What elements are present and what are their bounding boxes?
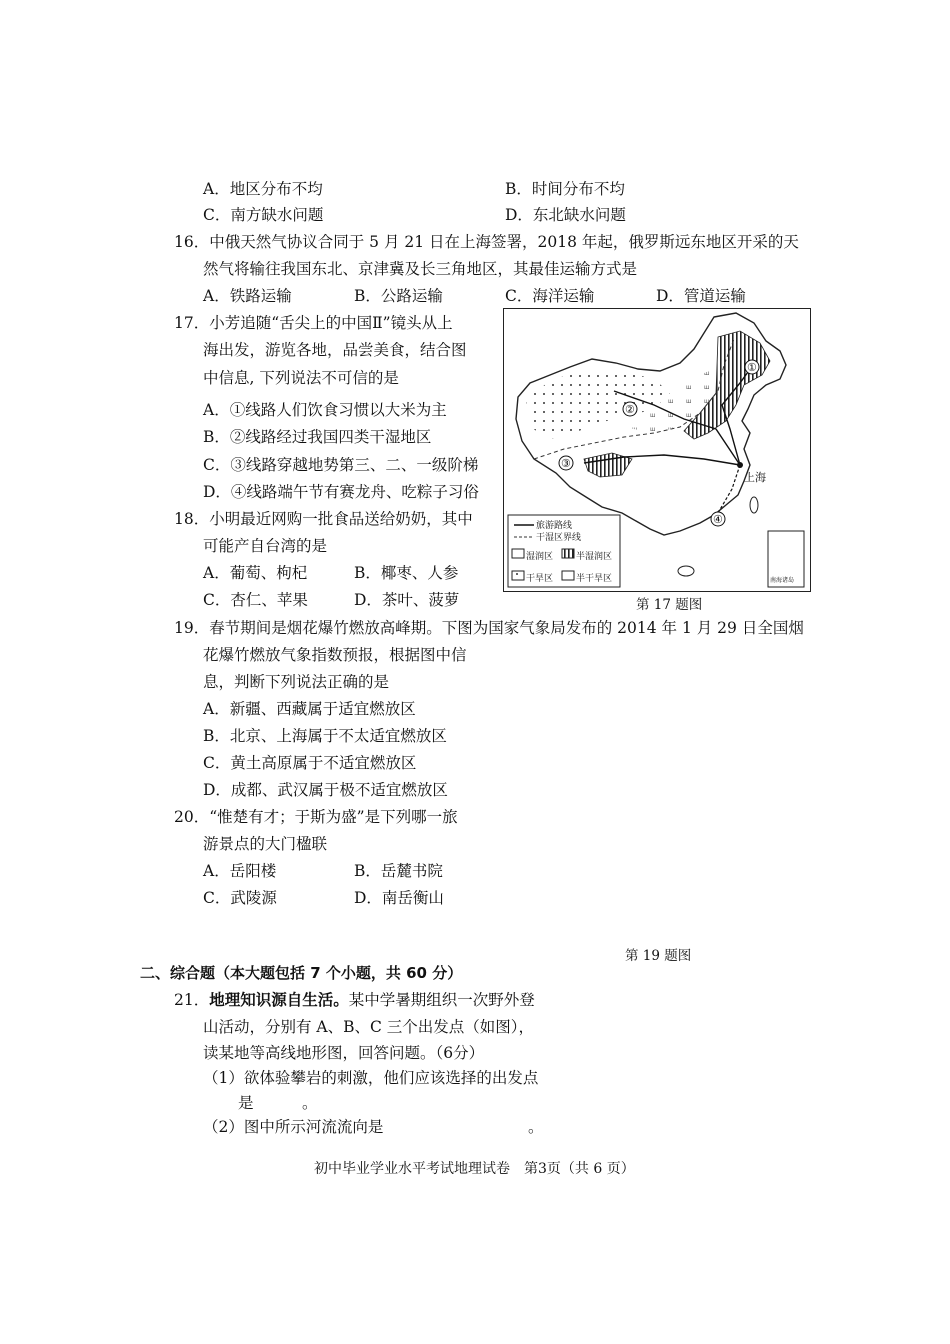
q20-stem-line1: 20．“惟楚有才；于斯为盛”是下列哪一旅 — [174, 808, 458, 826]
section-2-heading: 二、综合题（本大题包括 7 个小题，共 60 分） — [140, 964, 463, 982]
q15-option-d: D．东北缺水问题 — [505, 206, 626, 224]
q18-option-c: C．杏仁、苹果 — [203, 591, 308, 609]
q19-option-b: B．北京、上海属于不太适宜燃放区 — [203, 727, 447, 745]
legend-semi-humid-label: 半湿润区 — [576, 552, 613, 562]
q16-option-b: B．公路运输 — [354, 287, 443, 305]
q17-option-a: A．①线路人们饮食习惯以大米为主 — [203, 401, 447, 419]
route-marker-3-label: ③ — [561, 457, 571, 470]
q18-stem-line2: 可能产自台湾的是 — [203, 537, 328, 555]
china-map-graphic — [504, 309, 809, 590]
shanghai-label: 上海 — [744, 471, 766, 484]
q19-stem-line3: 息，判断下列说法正确的是 — [203, 673, 390, 691]
q19-option-a: A．新疆、西藏属于适宜燃放区 — [203, 700, 416, 718]
q20-option-d: D．南岳衡山 — [354, 889, 444, 907]
q16-option-d: D．管道运输 — [656, 287, 746, 305]
q21-sub1-line2: 是 — [238, 1094, 254, 1112]
q21-stem-line2: 山活动，分别有 A、B、C 三个出发点（如图）， — [203, 1018, 535, 1036]
q18-option-d: D．茶叶、菠萝 — [354, 591, 460, 609]
q21-sub1-line1: （1）欲体验攀岩的刺激，他们应该选择的出发点 — [203, 1069, 539, 1087]
q20-option-b: B．岳麓书院 — [354, 862, 443, 880]
hainan-island — [678, 566, 694, 576]
q21-sub2: （2）图中所示河流流向是 — [203, 1118, 384, 1136]
q20-option-a: A．岳阳楼 — [203, 862, 277, 880]
q17-option-c: C．③线路穿越地势第三、二、一级阶梯 — [203, 456, 479, 474]
shanghai-dot — [737, 462, 743, 468]
q19-option-d: D．成都、武汉属于极不适宜燃放区 — [203, 781, 448, 799]
q20-stem-line2: 游景点的大门楹联 — [203, 835, 328, 853]
q15-option-c: C．南方缺水问题 — [203, 206, 324, 224]
page-footer: 初中毕业学业水平考试地理试卷 第3页（共 6 页） — [314, 1161, 635, 1177]
q17-option-d: D．④线路端午节有赛龙舟、吃粽子习俗 — [203, 483, 479, 501]
q21-stem-line3: 读某地等高线地形图，回答问题。（6分） — [203, 1044, 485, 1062]
q17-stem-line3: 中信息, 下列说法不可信的是 — [203, 369, 399, 387]
legend-arid-label: 干旱区 — [526, 574, 554, 584]
q21-sub1-end: 。 — [302, 1094, 318, 1112]
legend-arid-swatch — [512, 571, 524, 580]
figure-19-caption: 第 19 题图 — [625, 948, 692, 964]
q21-line1-rest: 某中学暑期组织一次野外登 — [348, 991, 535, 1009]
q19-stem-line2: 花爆竹燃放气象指数预报，根据图中信 — [203, 646, 467, 664]
figure-17-caption: 第 17 题图 — [636, 597, 703, 613]
q17-stem-line1: 17．小芳追随“舌尖上的中国Ⅱ”镜头从上 — [174, 314, 453, 332]
south-sea-inset-label: 南海诸岛 — [770, 577, 795, 584]
q21-number: 21． — [174, 991, 210, 1009]
q16-option-c: C．海洋运输 — [505, 287, 595, 305]
q19-option-c: C．黄土高原属于不适宜燃放区 — [203, 754, 417, 772]
q18-option-a: A．葡萄、枸杞 — [203, 564, 308, 582]
q18-stem-line1: 18．小明最近网购一批食品送给奶奶，其中 — [174, 510, 473, 528]
q21-stem-line1 — [174, 990, 535, 1010]
q17-stem-line2: 海出发，游览各地，品尝美食，结合图 — [203, 341, 467, 359]
q16-stem-line2: 然气将输往我国东北、京津冀及长三角地区，其最佳运输方式是 — [203, 260, 638, 278]
legend-boundary-label: 干湿区界线 — [536, 533, 582, 543]
q15-option-a: A．地区分布不均 — [203, 180, 323, 198]
q21-sub2-end: 。 — [528, 1118, 544, 1136]
q17-option-b: B．②线路经过我国四类干湿地区 — [203, 428, 432, 446]
legend-humid-swatch — [512, 549, 524, 558]
legend-route-label: 旅游路线 — [536, 521, 573, 531]
q20-option-c: C．武陵源 — [203, 889, 277, 907]
q18-option-b: B．椰枣、人参 — [354, 564, 459, 582]
legend-semi-arid-label: 半干旱区 — [576, 574, 613, 584]
q19-stem-line1: 19．春节期间是烟花爆竹燃放高峰期。下图为国家气象局发布的 2014 年 1 月 29 日全国烟 — [174, 619, 804, 637]
legend-semi-arid-swatch — [562, 571, 574, 580]
q21-title: 地理知识源自生活。 — [209, 991, 349, 1009]
q15-option-b: B．时间分布不均 — [505, 180, 625, 198]
china-dry-wet-map — [503, 308, 811, 592]
legend-semi-humid-swatch — [562, 549, 574, 558]
legend-humid-label: 湿润区 — [526, 552, 554, 562]
route-marker-2-label: ② — [625, 403, 635, 416]
q16-stem-line1: 16．中俄天然气协议合同于 5 月 21 日在上海签署，2018 年起，俄罗斯远东地区开采的天 — [174, 233, 799, 251]
route-marker-4-label: ④ — [713, 513, 723, 526]
q16-option-a: A．铁路运输 — [203, 287, 292, 305]
route-marker-1-label: ① — [747, 361, 757, 374]
taiwan-island — [750, 497, 758, 513]
